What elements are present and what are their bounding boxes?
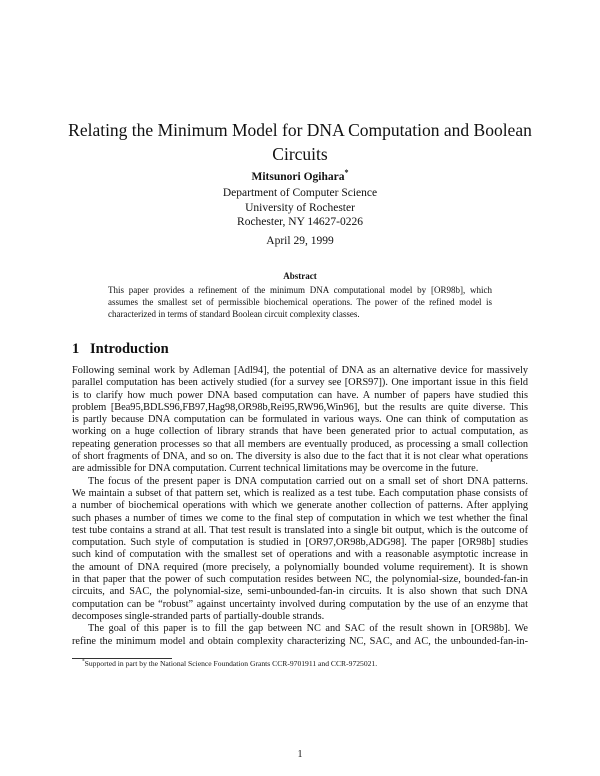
abstract-body (108, 284, 492, 320)
paper-date: April 29, 1999 (266, 235, 334, 247)
paper-title (60, 118, 540, 166)
body-line: Following seminal work by Adleman [Adl94], the potential of DNA as an alternative device for massively (72, 365, 528, 376)
title-line-1: Relating the Minimum Model for DNA Computation and Boolean (68, 120, 532, 140)
body-line: test tube contains a strand at all. That test result is translated into a single bit output, which is the outcome of (72, 524, 528, 536)
body-line: circuits, and SAC, the polynomial-size, semi-unbounded-fan-in circuits. It is also shown that such DNA (72, 586, 528, 598)
body-line: computation can be “robust” against uncertainty involved during computation by the use of an enzyme that (72, 598, 528, 610)
affiliation-line-2: University of Rochester (245, 201, 355, 214)
body-line: in that paper that the power of such computation resides between NC, the polynomial-size, bounded-fan-in (72, 574, 528, 586)
body-line: working on a huge collection of library strands that have been generated prior to actual computation, as (72, 426, 528, 438)
page-number: 1 (297, 749, 303, 760)
author-footnote-mark: * (344, 168, 349, 178)
body-line: computation. Such style of computation is studied in [OR97,OR98b,ADG98]. The paper [OR98b] studies (72, 537, 528, 549)
body-line: a number of biochemical operations with which we generate another collection of patterns. After applying (72, 500, 528, 512)
footnote-text: Supported in part by the National Science Foundation Grants CCR-9701911 and CCR-9725021. (84, 659, 378, 668)
body-line: the amount of DNA required (more precisely, a polynomially bounded volume requirement). It is shown (72, 561, 528, 573)
body-line: The goal of this paper is to fill the gap between NC and SAC of the result shown in [OR98b]. We (88, 623, 528, 635)
abstract-line: This paper provides a refinement of the minimum DNA computational model by [OR98b], which (108, 285, 492, 295)
body-line: repeating generation processes so that all members are eventually produced, as processing a small collection (72, 438, 528, 450)
body-line: parallel computation has been actively studied (for a survey see [ORS97]). One important issue in this field (72, 377, 528, 389)
body-line: We maintain a subset of that pattern set, which is realized as a test tube. Each computation phase consists of (72, 487, 528, 499)
body-line: such phases a number of times we come to the final step of computation in which we test whether the final (72, 512, 528, 524)
body-line: are admissible for DNA computation. Current technical limitations may be overcome in the future. (72, 463, 479, 475)
footnote (82, 659, 377, 668)
body-line: decomposes single-stranded parts of partially-double strands. (72, 610, 325, 622)
body-text (72, 365, 528, 648)
affiliation (100, 186, 500, 230)
body-line: The focus of the present paper is DNA computation carried out on a small set of short DNA patterns. (88, 475, 528, 487)
abstract-line: characterized in terms of standard Boolean circuit complexity classes. (108, 309, 360, 319)
body-line: such kind of computation with the smallest set of operations and with a reasonable asymptotic increase in (72, 549, 528, 561)
section-number: 1 (72, 341, 80, 357)
abstract-line: assumes the smallest set of permissible biochemical operations. The power of the refined model is (108, 297, 492, 307)
abstract-heading: Abstract (283, 271, 317, 281)
affiliation-line-1: Department of Computer Science (222, 187, 378, 199)
body-line: problem [Bea95,BDLS96,FB97,Hag98,OR98b,Rei95,RW96,Win96], but the results are quite diverse. This (72, 401, 528, 413)
footnote-mark: * (82, 658, 85, 665)
body-line: refine the minimum model and obtain complexity characterizing NC, SAC, and AC, the unbounded-fan-in- (72, 635, 528, 647)
body-line: is partly because DNA computation can be formulated in various ways. One can think of computation as (72, 414, 528, 426)
author-text: Mitsunori Ogihara (251, 171, 345, 183)
body-line: is to clarify how much power DNA based computation can have. A number of papers have studied this (72, 389, 528, 401)
author-name (100, 168, 500, 183)
body-line: of short fragments of DNA, and so on. The diversity is also due to the fact that it is not clear what operations (72, 451, 528, 463)
title-line-2: Circuits (272, 144, 328, 164)
affiliation-line-3: Rochester, NY 14627-0226 (237, 216, 363, 228)
section-title: Introduction (90, 341, 169, 357)
section-heading (72, 341, 169, 358)
